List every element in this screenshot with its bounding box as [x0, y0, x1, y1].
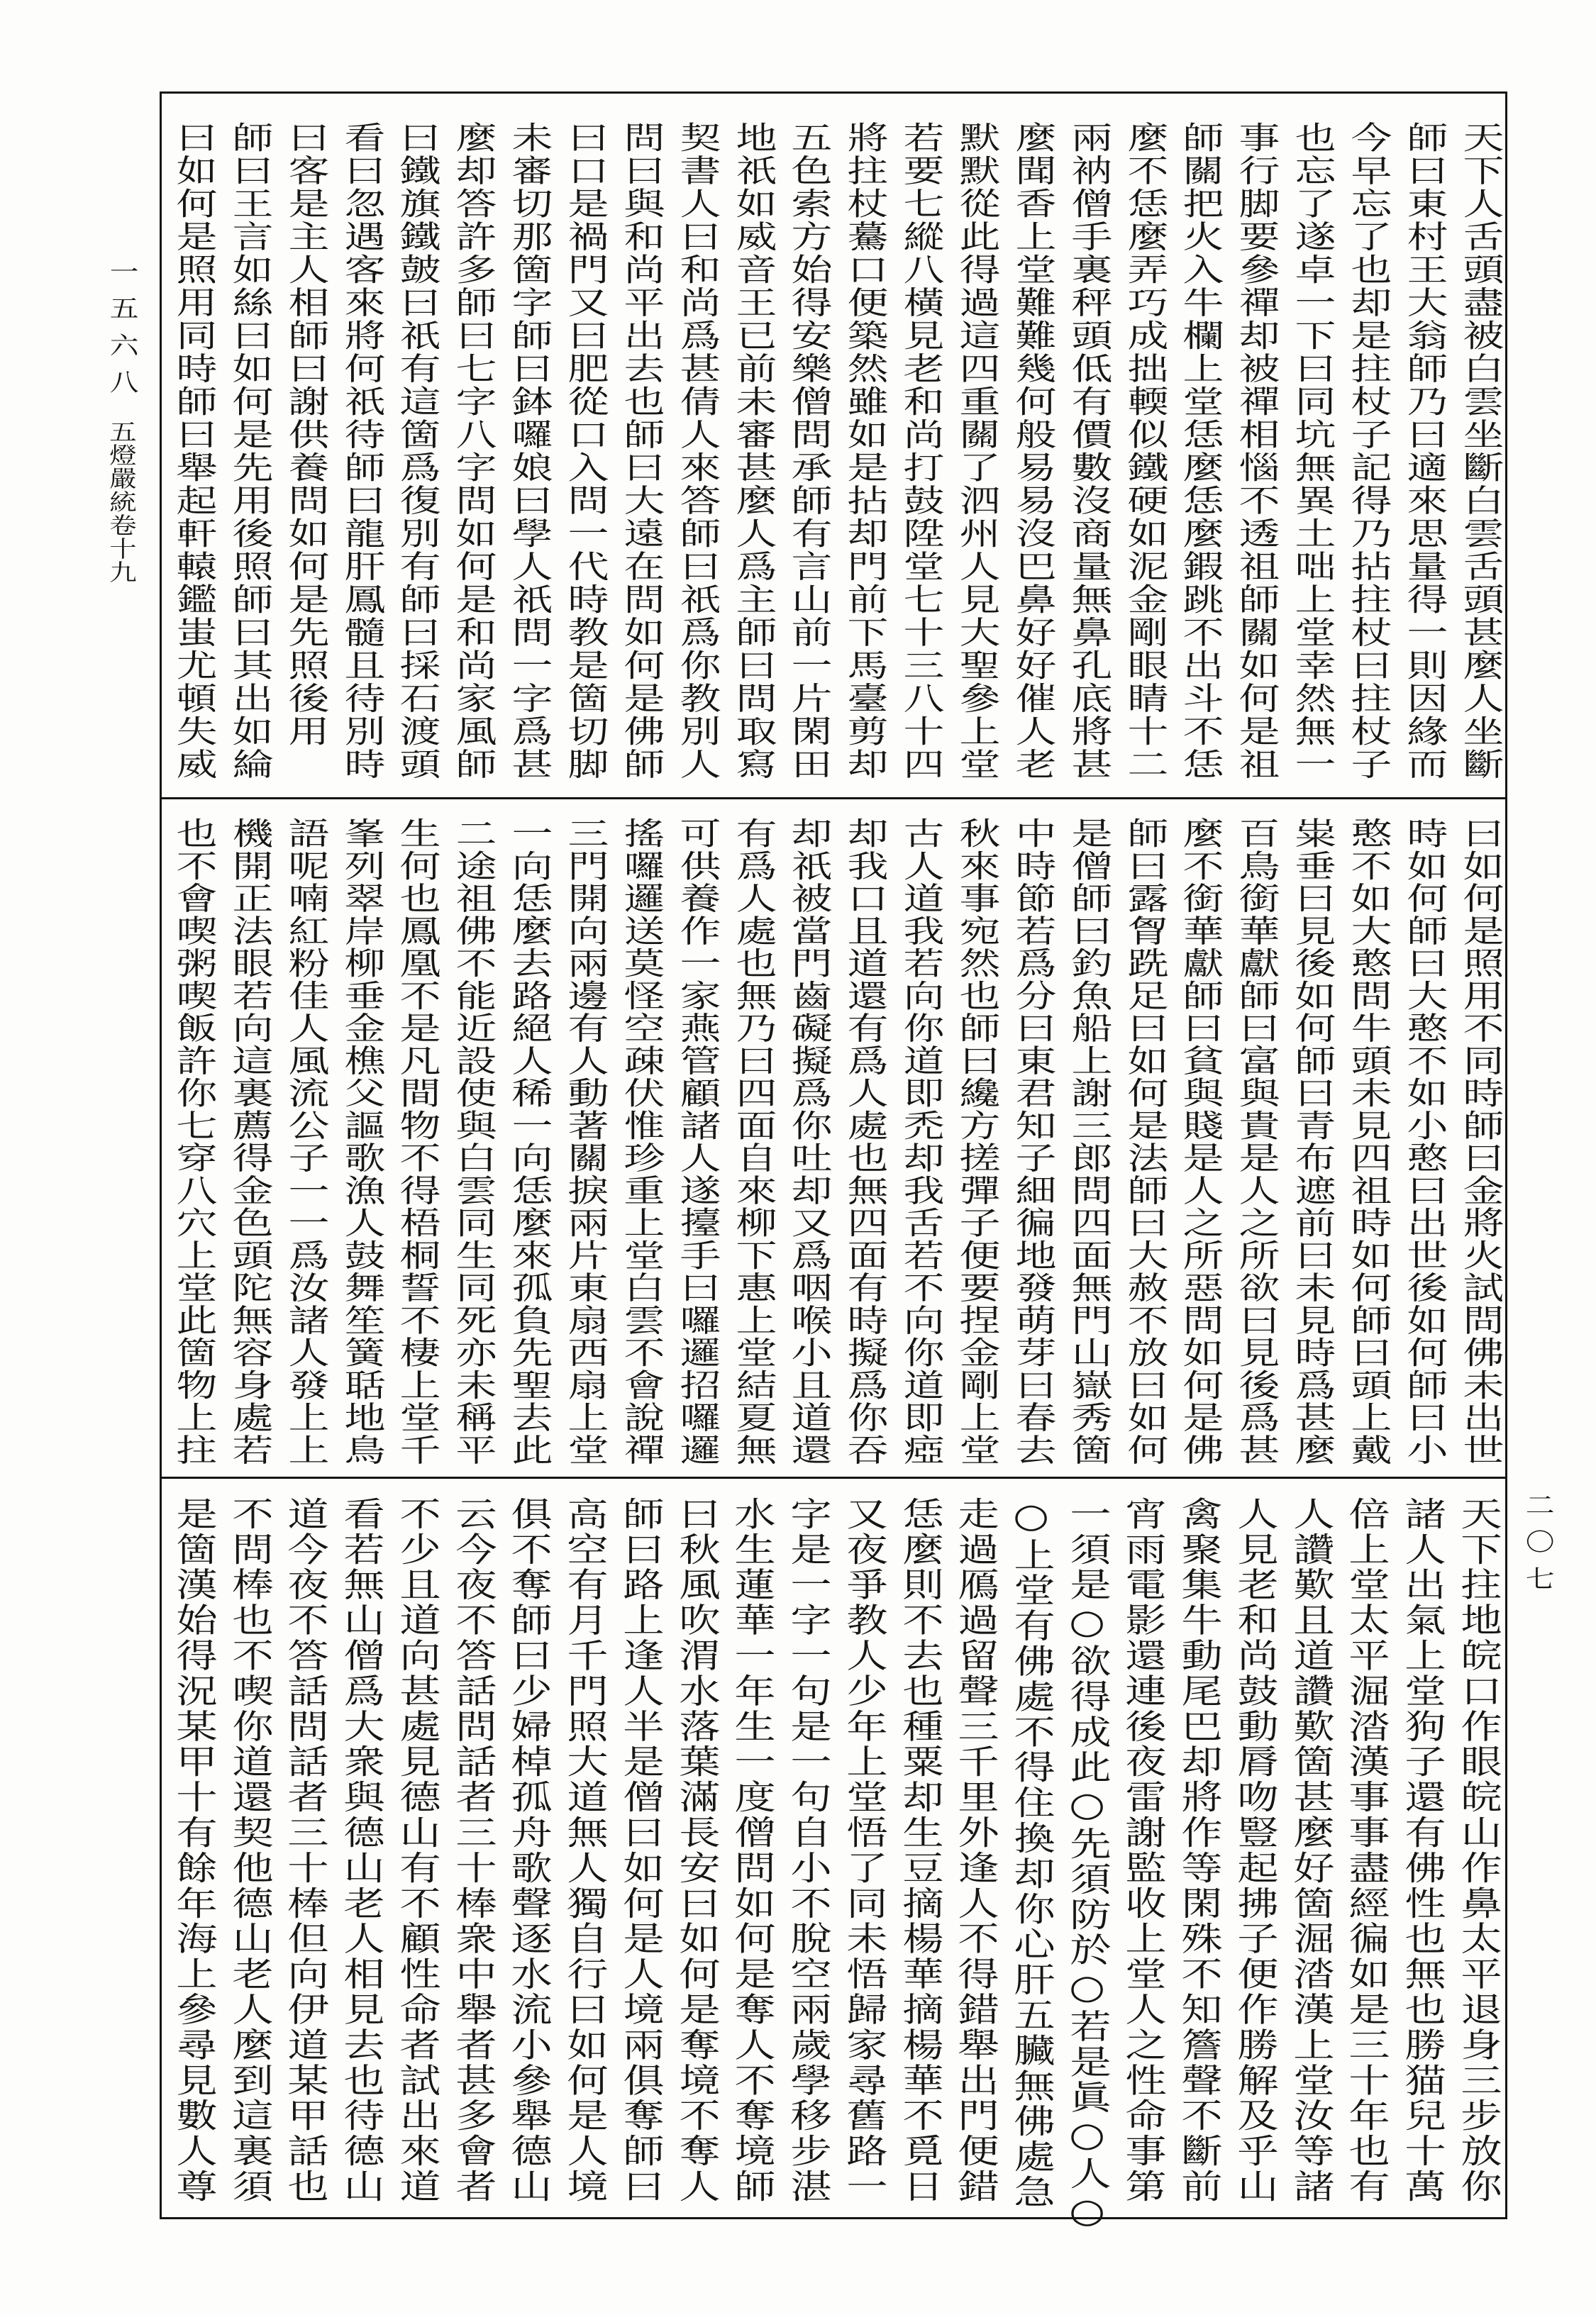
text-column: 憨不如大憨問牛頭未見四祖時如何師曰頭上戴: [1343, 817, 1392, 1466]
text-column: 宵雨電影還連後夜雷謝監收上堂人之性命事第: [1118, 1497, 1168, 2204]
text-column: 麼却答許多師曰七字八字問如何是和尚家風師: [448, 121, 497, 781]
page-number: 一五六八: [104, 259, 138, 406]
text-column: 云今夜不答話問話者三十棒衆中舉者甚多會者: [448, 1497, 497, 2204]
text-column: 粜垂曰見後如何師曰青布遮前曰未見時爲甚麼: [1287, 817, 1336, 1466]
text-column: 却祇被當門齒礙擬爲你吐却又爲咽喉小且道還: [784, 817, 832, 1466]
text-column: 麼不恁麼弄巧成拙輭似鐵硬如泥金剛眼睛十二: [1119, 121, 1168, 781]
text-column: 是箇漢始得況某甲十有餘年海上參尋見數人尊: [169, 1497, 218, 2204]
text-column: 生何也鳳凰不是凡間物不得梧桐誓不棲上堂千: [392, 817, 440, 1466]
text-column: 却我口且道還有爲人處也無四面有時擬爲你吞: [840, 817, 888, 1466]
text-column: 又夜爭教人少年上堂悟了同未悟歸家尋舊路一: [839, 1497, 888, 2204]
register-top: [169, 121, 1504, 781]
running-title: 五燈嚴統卷十九: [105, 420, 138, 584]
text-column: 默默從此得過這四重關了泗州人見大聖參上堂: [952, 121, 1000, 781]
text-column: 不問棒也不喫你道還契他德山老人麼到這裏須: [225, 1497, 274, 2204]
text-column: 秋來事宛然也師曰纔方搓彈子便要捏金剛上堂: [952, 817, 1000, 1466]
text-column: 可供養作一家燕管顧諸人遂擡手曰囉邏招囉邏: [672, 817, 721, 1466]
text-column: 俱不奪師曰少婦棹孤舟歌聲逐水流小參舉德山: [504, 1497, 553, 2204]
text-column: 恁麼則不去也種粟却生豆摘楊華摘楊華不覓日: [894, 1497, 944, 2204]
text-column: 古人道我若向你道即禿却我舌若不向你道即瘂: [896, 817, 944, 1466]
text-column: 看曰忽遇客來將何祇待師曰龍肝鳳髓且待別時: [336, 121, 384, 781]
text-column: 師曰王言如絲曰如何是先用後照師曰其出如綸: [224, 121, 273, 781]
text-column: 今早忘了也却是拄杖子記得乃拈拄杖曰拄杖子: [1343, 121, 1392, 781]
text-column: 曰客是主人相師曰謝供養問如何是先照後用: [280, 121, 329, 748]
text-column: 人見老和尚鼓動脣吻豎起拂子便作勝解及乎山: [1230, 1497, 1279, 2204]
text-column: 水生蓮華一年生一度僧問如何是奪人不奪境師: [727, 1497, 776, 2204]
text-column: 天下拄地皖口作眼皖山作鼻太平退身三步放你: [1453, 1497, 1502, 2204]
text-column: 時如何師曰大憨不如小憨曰出世後如何師曰小: [1399, 817, 1448, 1466]
register-bottom: [169, 1497, 1502, 2233]
register-divider: [160, 797, 1507, 799]
text-column: 人讚歎且道讚歎箇甚麼好箇淈涾漢上堂汝等諸: [1286, 1497, 1335, 2204]
text-column: 字是一字一句是一句自小不脫空兩歲學移步湛: [783, 1497, 832, 2204]
text-column: 諸人出氣上堂狗子還有佛性也無也勝猫兒十萬: [1397, 1497, 1446, 2204]
text-column: 師曰東村王大翁師乃曰適來思量得一則因緣而: [1399, 121, 1448, 781]
text-column: 一向恁麼去路絕人稀一向恁麼來孤負先聖去此: [504, 817, 553, 1466]
text-column: 看若無山僧爲大衆與德山老人相見去也待德山: [336, 1497, 385, 2204]
text-column: 曰如何是照用同時師曰舉起軒轅鑑蚩尤頓失威: [169, 121, 217, 781]
text-column: 曰口是禍門又曰肥從口入問一代時教是箇切脚: [560, 121, 609, 781]
text-column: 是僧師曰釣魚船上謝三郎問四面無門山嶽秀箇: [1063, 817, 1112, 1466]
text-column: 中時節若爲分曰東君知子細徧地發萌芽曰春去: [1007, 817, 1056, 1466]
text-column: 走過鴈過留聲三千里外逢人不得錯舉出門便錯: [951, 1497, 999, 2204]
text-column: 麼不銜華獻師曰貧與賤是人之所惡問如何是佛: [1175, 817, 1224, 1466]
text-column: ○上堂有佛處不得住換却你心肝五臟無佛處急: [1007, 1497, 1055, 2210]
text-column: 契書人曰和尚爲甚倩人來答師曰祇爲你教別人: [672, 121, 721, 781]
register-middle: [169, 817, 1504, 1466]
text-column: 師曰露胷跣足曰如何是法師曰大赦不放曰如何: [1119, 817, 1168, 1466]
text-column: 師關把火入牛欄上堂恁麼恁麼鍜跳不出斗不恁: [1175, 121, 1224, 781]
text-column: 曰鐵旗鐵皷曰祇有這箇爲復別有師曰採石渡頭: [392, 121, 440, 781]
text-column: 曰秋風吹渭水落葉滿長安曰如何是奪境不奪人: [672, 1497, 721, 2204]
text-column: 峯列翠岸柳垂金樵父謳歌漁人鼓舞笙簧聒地鳥: [336, 817, 384, 1466]
text-column: 地祇如威音王已前未審甚麼人爲主師曰問取寫: [728, 121, 776, 781]
text-column: 語呢喃紅粉佳人風流公子一一爲汝諸人發上上: [280, 817, 329, 1466]
text-column: 倍上堂太平淈涾漢事事盡經徧如是三十年也有: [1341, 1497, 1391, 2204]
text-column: 未審切那箇字師曰鉢囉娘曰學人祇問一字爲甚: [504, 121, 553, 781]
text-column: 將拄杖驀口便築然雖如是拈却門前下馬臺剪却: [840, 121, 888, 781]
text-column: 一須是○欲得成此○先須防於○若是眞○人○: [1063, 1497, 1112, 2233]
text-column: 師曰路上逢人半是僧曰如何是人境兩俱奪師曰: [616, 1497, 665, 2204]
text-column: 三門開向兩邊有人動著關捩兩片東扇西扇上堂: [560, 817, 609, 1466]
text-column: 道今夜不答話問話者三十棒但向伊道某甲話也: [280, 1497, 330, 2204]
text-column: 不少且道向甚處見德山有不顧性命者試出來道: [392, 1497, 441, 2204]
text-column: 百鳥銜華獻師曰富與貴是人之所欲曰見後爲甚: [1231, 817, 1280, 1466]
text-column: 天下人舌頭盡被白雲坐斷白雲舌頭甚麼人坐斷: [1455, 121, 1504, 781]
folio-number: 二〇七: [1520, 1492, 1554, 1603]
text-column: 麼聞香上堂難難幾何般易易沒巴鼻好好催人老: [1007, 121, 1056, 781]
text-column: 曰如何是照用不同時師曰金將火試問佛未出世: [1455, 817, 1504, 1466]
text-column: 也不會喫粥喫飯許你七穿八穴上堂此箇物上拄: [169, 817, 217, 1466]
text-column: 二途祖佛不能近設使與白雲同生同死亦未稱平: [448, 817, 497, 1466]
text-column: 高空有月千門照大道無人獨自行曰如何是人境: [560, 1497, 609, 2204]
register-divider: [160, 1477, 1507, 1479]
text-column: 也忘了遂卓一下曰同坑無異土咄上堂幸然無一: [1287, 121, 1336, 781]
text-column: 事行脚要參禪却被禪相惱不透祖師關如何是祖: [1231, 121, 1280, 781]
text-column: 五色索方始得安樂僧問承師有言山前一片閑田: [784, 121, 832, 781]
text-column: 搖囉邏送莫怪空疎伏惟珍重上堂白雲不會說禪: [616, 817, 665, 1466]
text-column: 有爲人處也無乃曰四面自來柳下惠上堂結夏無: [728, 817, 776, 1466]
text-column: 機開正法眼若向這裏薦得金色頭陀無容身處若: [224, 817, 273, 1466]
text-column: 若要七縱八橫見老和尚打鼓陞堂七十三八十四: [896, 121, 944, 781]
text-column: 兩衲僧手裏秤頭低有價數沒商量無鼻孔底將甚: [1063, 121, 1112, 781]
text-column: 禽聚集牛動尾巴却將作等閑殊不知簷聲不斷前: [1174, 1497, 1223, 2204]
text-column: 問曰與和尚平出去也師曰大遠在問如何是佛師: [616, 121, 665, 781]
